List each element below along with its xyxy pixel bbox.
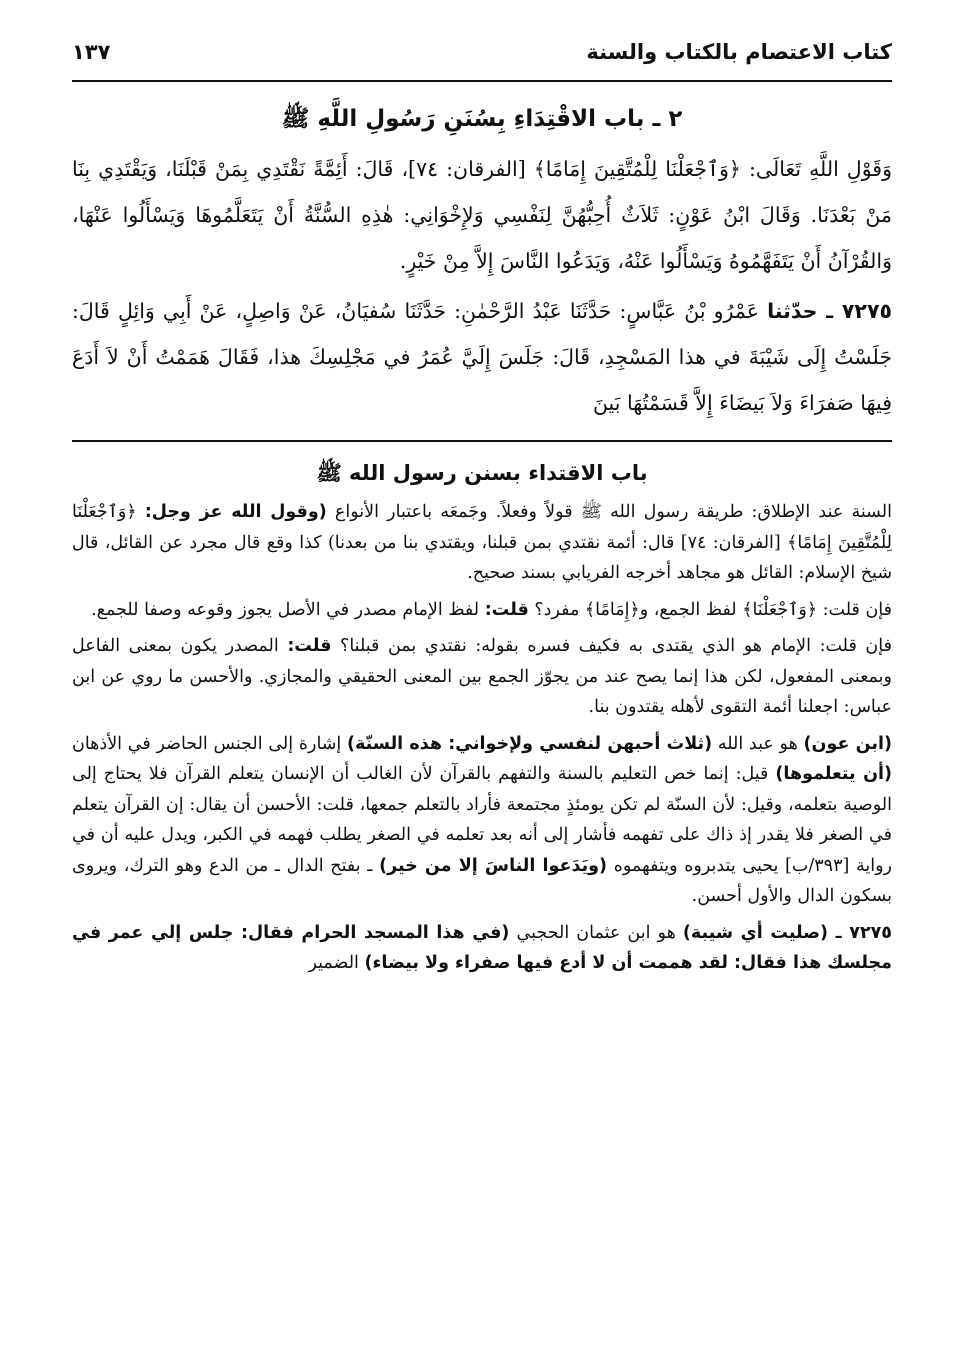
commentary-bold: (في هذا المسجد الحرام فقال: جلس إلي عمر في مجلسك هذا فقال: لقد هممت أن لا أدع فيها صفراء ولا بيضاء) xyxy=(72,922,892,973)
commentary-text: فإن قلت: ﴿وَٱجْعَلْنَا﴾ لفظ الجمع، و﴿إِمَامًا﴾ مفرد؟ xyxy=(528,599,892,620)
hadith-paragraph xyxy=(72,288,892,426)
commentary-bold: قلت: xyxy=(484,599,529,620)
main-paragraph: وَقَوْلِ اللَّهِ تَعَالَى: ﴿وَٱجْعَلْنَا لِلْمُتَّقِينَ إِمَامًا﴾ [الفرقان: ٧٤]، قَالَ: أَئِمَّةً نَقْتَدِي بِمَنْ قَبْلَنَا، وَيَقْتَدِي بِنَا مَنْ بَعْدَنَا. وَقَالَ ابْنُ عَوْنٍ: ثَلاَثٌ أُحِبُّهُنَّ لِنَفْسِي وَلإِخْوَانِي: هٰذِهِ السُّنَّةُ أَنْ يَتَعَلَّمُوهَا وَيَسْأَلُوا عَنْهَا، وَالقُرْآنُ أَنْ يَتَفَهَّمُوهُ وَيَسْأَلُوا عَنْهُ، وَيَدَعُوا النَّاسَ إِلاَّ مِنْ خَيْرٍ. xyxy=(72,157,892,273)
running-title: كتاب الاعتصام بالكتاب والسنة xyxy=(586,40,892,64)
book-page xyxy=(72,40,892,985)
commentary-text: ـ بفتح الدال ـ من الدع وهو الترك، ويروى بسكون الدال والأول أحسن. xyxy=(72,855,892,906)
commentary-text: فإن قلت: الإمام هو الذي يقتدى به فكيف فسره بقوله: نقتدي بمن قبلنا؟ xyxy=(331,636,892,656)
commentary-paragraph xyxy=(72,497,892,589)
commentary-bold: (ابن عون) xyxy=(803,733,892,754)
page-number: ١٣٧ xyxy=(72,40,111,64)
commentary-paragraph xyxy=(72,631,892,723)
commentary-text: لفظ الإمام مصدر في الأصل يجوز وقوعه وصفا للجمع. xyxy=(91,599,485,620)
commentary-bold: قلت: xyxy=(287,636,332,656)
commentary-title: باب الاقتداء بسنن رسول الله ﷺ xyxy=(316,461,648,485)
commentary-bold: (ويَدَعوا الناسَ إلا من خير) xyxy=(379,855,608,876)
commentary-text: ﴿وَٱجْعَلْنَا لِلْمُتَّقِينَ إِمَامًا﴾ [الفرقان: ٧٤] قال: أئمة نقتدي بمن قبلنا، ويقتدي بنا من بعدنا) كذا وقع قال مجرد عن القائل، قال شيخ الإسلام: القائل هو مجاهد أخرجه الفريابي بسند صحيح. xyxy=(72,502,892,583)
commentary-text: قيل: إنما خص التعليم بالسنة والتفهم بالقرآن لأن الغالب أن الإنسان يتعلم القرآن فلا يحتاج إلى الوصية بتعلمه، وقيل: لأن السنّة لم تكن يومئذٍ مجتمعة فأراد بالتعلم جمعها، قلت: الأحسن أن يقال: إن القرآن يتعلم في الصغر فلا يقدر إذ ذاك على تفهمه فأشار إلى أنه بعد تعلمه في الصغر يطلب فهمه في الكبر، ويدل عليه أن في رواية [٣٩٣/ب] يحيى يتدبروه ويتفهموه xyxy=(72,764,892,876)
commentary-bold: (ثلاث أحبهن لنفسي ولإخواني: هذه السنّة) xyxy=(347,733,713,754)
commentary xyxy=(72,460,892,979)
commentary-bold: ٧٢٧٥ ـ (صليت أي شيبة) xyxy=(682,922,892,943)
hadith-number: ٧٢٧٥ ـ حدّثنا xyxy=(767,299,892,323)
commentary-paragraph xyxy=(72,729,892,912)
commentary-paragraph xyxy=(72,595,892,626)
commentary-bold: (وقول الله عز وجل: xyxy=(144,502,327,522)
commentary-text: هو عبد الله xyxy=(712,733,804,754)
hadith-text: عَمْرُو بْنُ عَبَّاسٍ: حَدَّثَنَا عَبْدُ الرَّحْمٰنِ: حَدَّثَنَا سُفيَانُ، عَنْ وَاصِلٍ، عَنْ أَبِي وَائِلٍ قَالَ: جَلَسْتُ إِلَى شَيْبَةَ في هذا المَسْجِدِ، قَالَ: جَلَسَ إِلَيَّ عُمَرُ في مَجْلِسِكَ هذا، فَقَالَ هَمَمْتُ أَنْ لاَ أَدَعَ فِيهَا صَفرَاءَ وَلاَ بَيضَاءَ إِلاَّ قَسَمْتُهَا بَينَ xyxy=(72,299,892,415)
commentary-bold: (أن يتعلموها) xyxy=(775,764,893,784)
commentary-text: هو ابن عثمان الحجبي xyxy=(509,922,683,943)
commentary-text: السنة عند الإطلاق: طريقة رسول الله ﷺ قولاً وفعلاً. وجَمعَه باعتبار الأنواع xyxy=(326,502,892,522)
main-text xyxy=(72,146,892,426)
commentary-text: المصدر يكون بمعنى الفاعل وبمعنى المفعول، لكن هذا إنما يصح عند من يجوّز الجمع بين المعنى الحقيقي والمجازي. والأحسن ما روي عن ابن عباس: اجعلنا أئمة التقوى لأهله يقتدون بنا. xyxy=(72,636,892,717)
commentary-paragraph xyxy=(72,918,892,979)
chapter-title: ٢ ـ باب الاقْتِدَاءِ بِسُنَنِ رَسُولِ اللَّهِ ﷺ xyxy=(281,106,683,132)
commentary-text: إشارة إلى الجنس الحاضر في الأذهان xyxy=(72,733,348,754)
running-header xyxy=(72,40,892,82)
commentary-text: الضمير xyxy=(308,953,365,973)
footnote-divider xyxy=(72,440,892,442)
